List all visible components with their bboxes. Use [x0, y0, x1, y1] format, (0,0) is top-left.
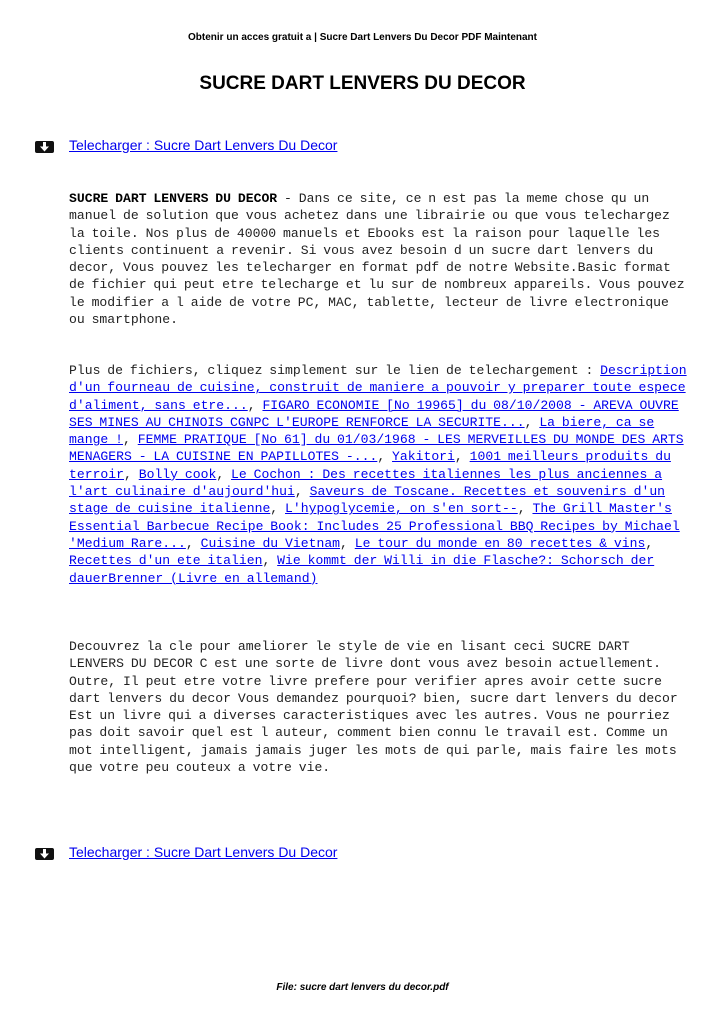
intro-body: - Dans ce site, ce n est pas la meme chose qu un manuel de solution que vous achetez dans une librairie ou que vous telechargez la toile. Nos plus de 40000 manuels et Ebooks est la raison pour laquelle les clients continuent a revenir. Si vous avez besoin d un sucre dart lenvers du decor, Vous pouvez les telecharger en format pdf de notre Website.Basic format de fichier qui peut etre telecharge et lu sur de nombreux appareils. Vous pouvez le modifier a l aide de votre PC, MAC, tablette, lecteur de livre electronique ou smartphone.: [69, 191, 685, 328]
file-link[interactable]: FIGARO ECONOMIE [No 19965] du 08/10/2008 - AREVA OUVRE SES MINES AU CHINOIS CGNPC L'EUROPE RENFORCE LA SECURITE...: [69, 397, 679, 430]
file-link[interactable]: Le Cochon : Des recettes italiennes les plus anciennes a l'art culinaire d'aujourd'hui: [69, 466, 663, 500]
file-link[interactable]: Recettes d'un ete italien: [69, 553, 263, 569]
file-link[interactable]: 1001 meilleurs produits du terroir: [69, 449, 671, 482]
download-arrow-icon[interactable]: [35, 848, 54, 860]
file-link[interactable]: Cuisine du Vietnam: [200, 535, 341, 551]
closing-paragraph: Decouvrez la cle pour ameliorer le style de vie en lisant ceci SUCRE DART LENVERS DU DECOR C est une sorte de livre dont vous avez besoin actuellement. Outre, Il peut etre votre livre prefere pour verifier apres avoir cette sucre dart lenvers du decor Vous demandez pourquoi? bien, sucre dart lenvers du decor Est un livre qui a diverses caracteristiques avec les autres. Vous ne pourriez pas doit savoir quel est l auteur, comment bien connu le travail est. Comme un mot intelligent, jamais jamais juger les mots de qui parle, mais faire les mots que votre peu couteux a votre vie.: [69, 639, 678, 776]
file-link[interactable]: Wie kommt der Willi in die Flasche?: Schorsch der dauerBrenner (Livre en allemand): [69, 553, 655, 586]
file-link[interactable]: Le tour du monde en 80 recettes & vins: [354, 535, 646, 551]
file-link[interactable]: L'hypoglycemie, on s'en sort--: [285, 501, 518, 517]
more-files-lead: Plus de fichiers, cliquez simplement sur le lien de telechargement :: [69, 363, 594, 378]
download-link-top[interactable]: Telecharger : Sucre Dart Lenvers Du Decor: [69, 137, 338, 153]
file-link[interactable]: The Grill Master's Essential Barbecue Recipe Book: Includes 25 Professional BBQ Recipes by Michael 'Medium Rare...: [69, 501, 680, 551]
file-link[interactable]: Bolly cook: [138, 466, 217, 482]
page-header: Obtenir un acces gratuit a | Sucre Dart Lenvers Du Decor PDF Maintenant: [188, 32, 537, 43]
more-files-paragraph: Plus de fichiers, cliquez simplement sur le lien de telechargement : Description d'un fourneau de cuisine, construit de maniere a pouvoir y preparer toute espece d'aliment, sans etre..., FIGARO ECONOMIE [No 19965] du 08/10/2008 - AREVA OUVRE SES MINES AU CHINOIS CGNPC L'EUROPE RENFORCE LA SECURITE..., La biere, ca se mange !, FEMME PRATIQUE [No 61] du 01/03/1968 - LES MERVEILLES DU MONDE DES ARTS MENAGERS - LA CUISINE EN PAPILLOTES -..., Yakitori, 1001 meilleurs produits du terroir, Bolly cook, Le Cochon : Des recettes italiennes les plus anciennes a l'art culinaire d'aujourd'hui, Saveurs de Toscane. Recettes et souvenirs d'un stage de cuisine italienne, L'hypoglycemie, on s'en sort--, The Grill Master's Essential Barbecue Recipe Book: Includes 25 Professional BBQ Recipes by Michael 'Medium Rare..., Cuisine du Vietnam, Le tour du monde en 80 recettes & vins, Recettes d'un ete italien, Wie kommt der Willi in die Flasche?: Schorsch der dauerBrenner (Livre en allemand): [69, 363, 687, 586]
intro-lead: SUCRE DART LENVERS DU DECOR: [69, 191, 278, 206]
download-link-bottom[interactable]: Telecharger : Sucre Dart Lenvers Du Decor: [69, 844, 338, 860]
file-link[interactable]: FEMME PRATIQUE [No 61] du 01/03/1968 - LES MERVEILLES DU MONDE DES ARTS MENAGERS - LA CUISINE EN PAPILLOTES -...: [69, 432, 684, 465]
page-title: SUCRE DART LENVERS DU DECOR: [199, 73, 526, 94]
file-link[interactable]: Saveurs de Toscane. Recettes et souvenirs d'un stage de cuisine italienne: [69, 484, 666, 517]
download-arrow-icon[interactable]: [35, 141, 54, 153]
page-footer: File: sucre dart lenvers du decor.pdf: [276, 982, 449, 993]
file-link[interactable]: La biere, ca se mange !: [69, 414, 655, 448]
file-link[interactable]: Yakitori: [392, 449, 455, 465]
intro-paragraph: [69, 190, 689, 328]
file-link[interactable]: Description d'un fourneau de cuisine, construit de maniere a pouvoir y preparer toute espece d'aliment, sans etre...: [69, 363, 687, 413]
